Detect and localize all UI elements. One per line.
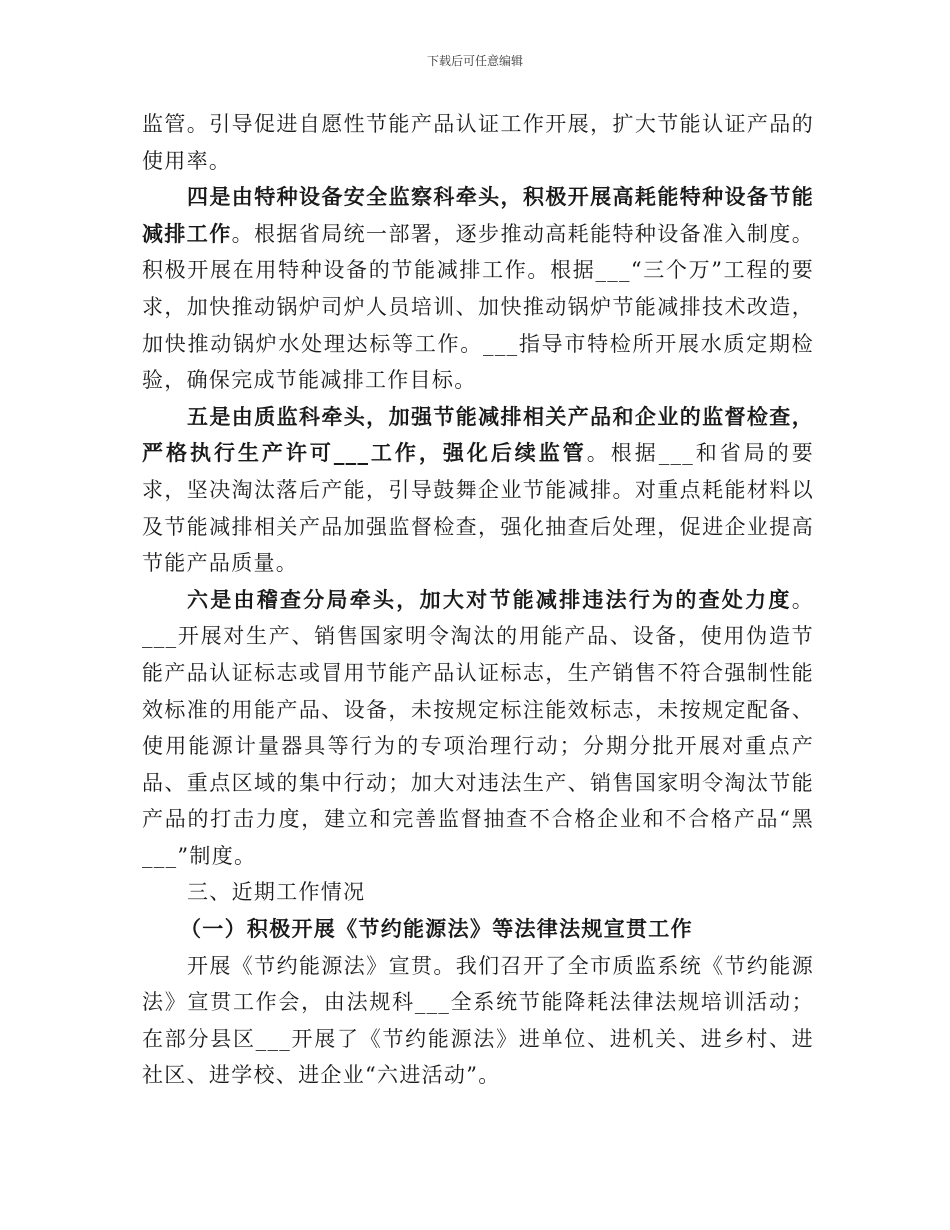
page-header: 下载后可任意编辑 [426, 54, 523, 68]
section-heading: 三、近期工作情况 [187, 880, 366, 905]
paragraph-item-six [142, 582, 814, 875]
paragraph-item-four [142, 179, 814, 399]
paragraph-item-four-body: 。根据省局统一部署，逐步推动高耗能特种设备准入制度。积极开展在用特种设备的节能减排工作。根据___“三个万”工程的要求，加快推动锅炉司炉人员培训、加快推动锅炉节能减排技术改造，加快推动锅炉水处理达标等工作。___指导市特检所开展水质定期检验，确保完成节能减排工作目标。 [142, 221, 814, 393]
paragraph-item-five [142, 399, 814, 582]
paragraph-item-four-lead: 四是由特种设备安全监察科牵头，积极开展高耗能特种设备节能减排工作 [142, 184, 814, 246]
paragraph-item-six-body: 。___开展对生产、销售国家明令淘汰的用能产品、设备，使用伪造节能产品认证标志或冒用节能产品认证标志，生产销售不符合强制性能效标准的用能产品、设备，未按规定标注能效标志，未按规定配备、使用能源计量器具等行为的专项治理行动；分期分批开展对重点产品、重点区域的集中行动；加大对违法生产、销售国家明令淘汰节能产品的打击力度，建立和完善监督抽查不合格企业和不合格产品“黑___”制度。 [142, 587, 814, 868]
paragraph-continued: 监管。引导促进自愿性节能产品认证工作开展，扩大节能认证产品的使用率。 [142, 112, 814, 173]
paragraph-energy-law: 开展《节约能源法》宣贯。我们召开了全市质监系统《节约能源法》宣贯工作会，由法规科___全系统节能降耗法律法规培训活动；在部分县区___开展了《节约能源法》进单位、进机关、进乡村、进社区、进学校、进企业“六进活动”。 [142, 953, 814, 1088]
paragraph-item-five-body: 。根据___和省局的要求，坚决淘汰落后产能，引导鼓舞企业节能减排。对重点耗能材料以及节能减排相关产品加强监督检查，强化抽查后处理，促进企业提高节能产品质量。 [142, 441, 814, 576]
subsection-heading: （一）积极开展《节约能源法》等法律法规宣贯工作 [180, 916, 693, 942]
document-body [142, 106, 814, 1094]
paragraph-item-five-lead: 五是由质监科牵头，加强节能减排相关产品和企业的监督检查，严格执行生产许可___工作，强化后续监管 [142, 403, 814, 466]
paragraph-item-six-lead: 六是由稽查分局牵头，加大对节能减排违法行为的查处力度 [187, 586, 792, 612]
